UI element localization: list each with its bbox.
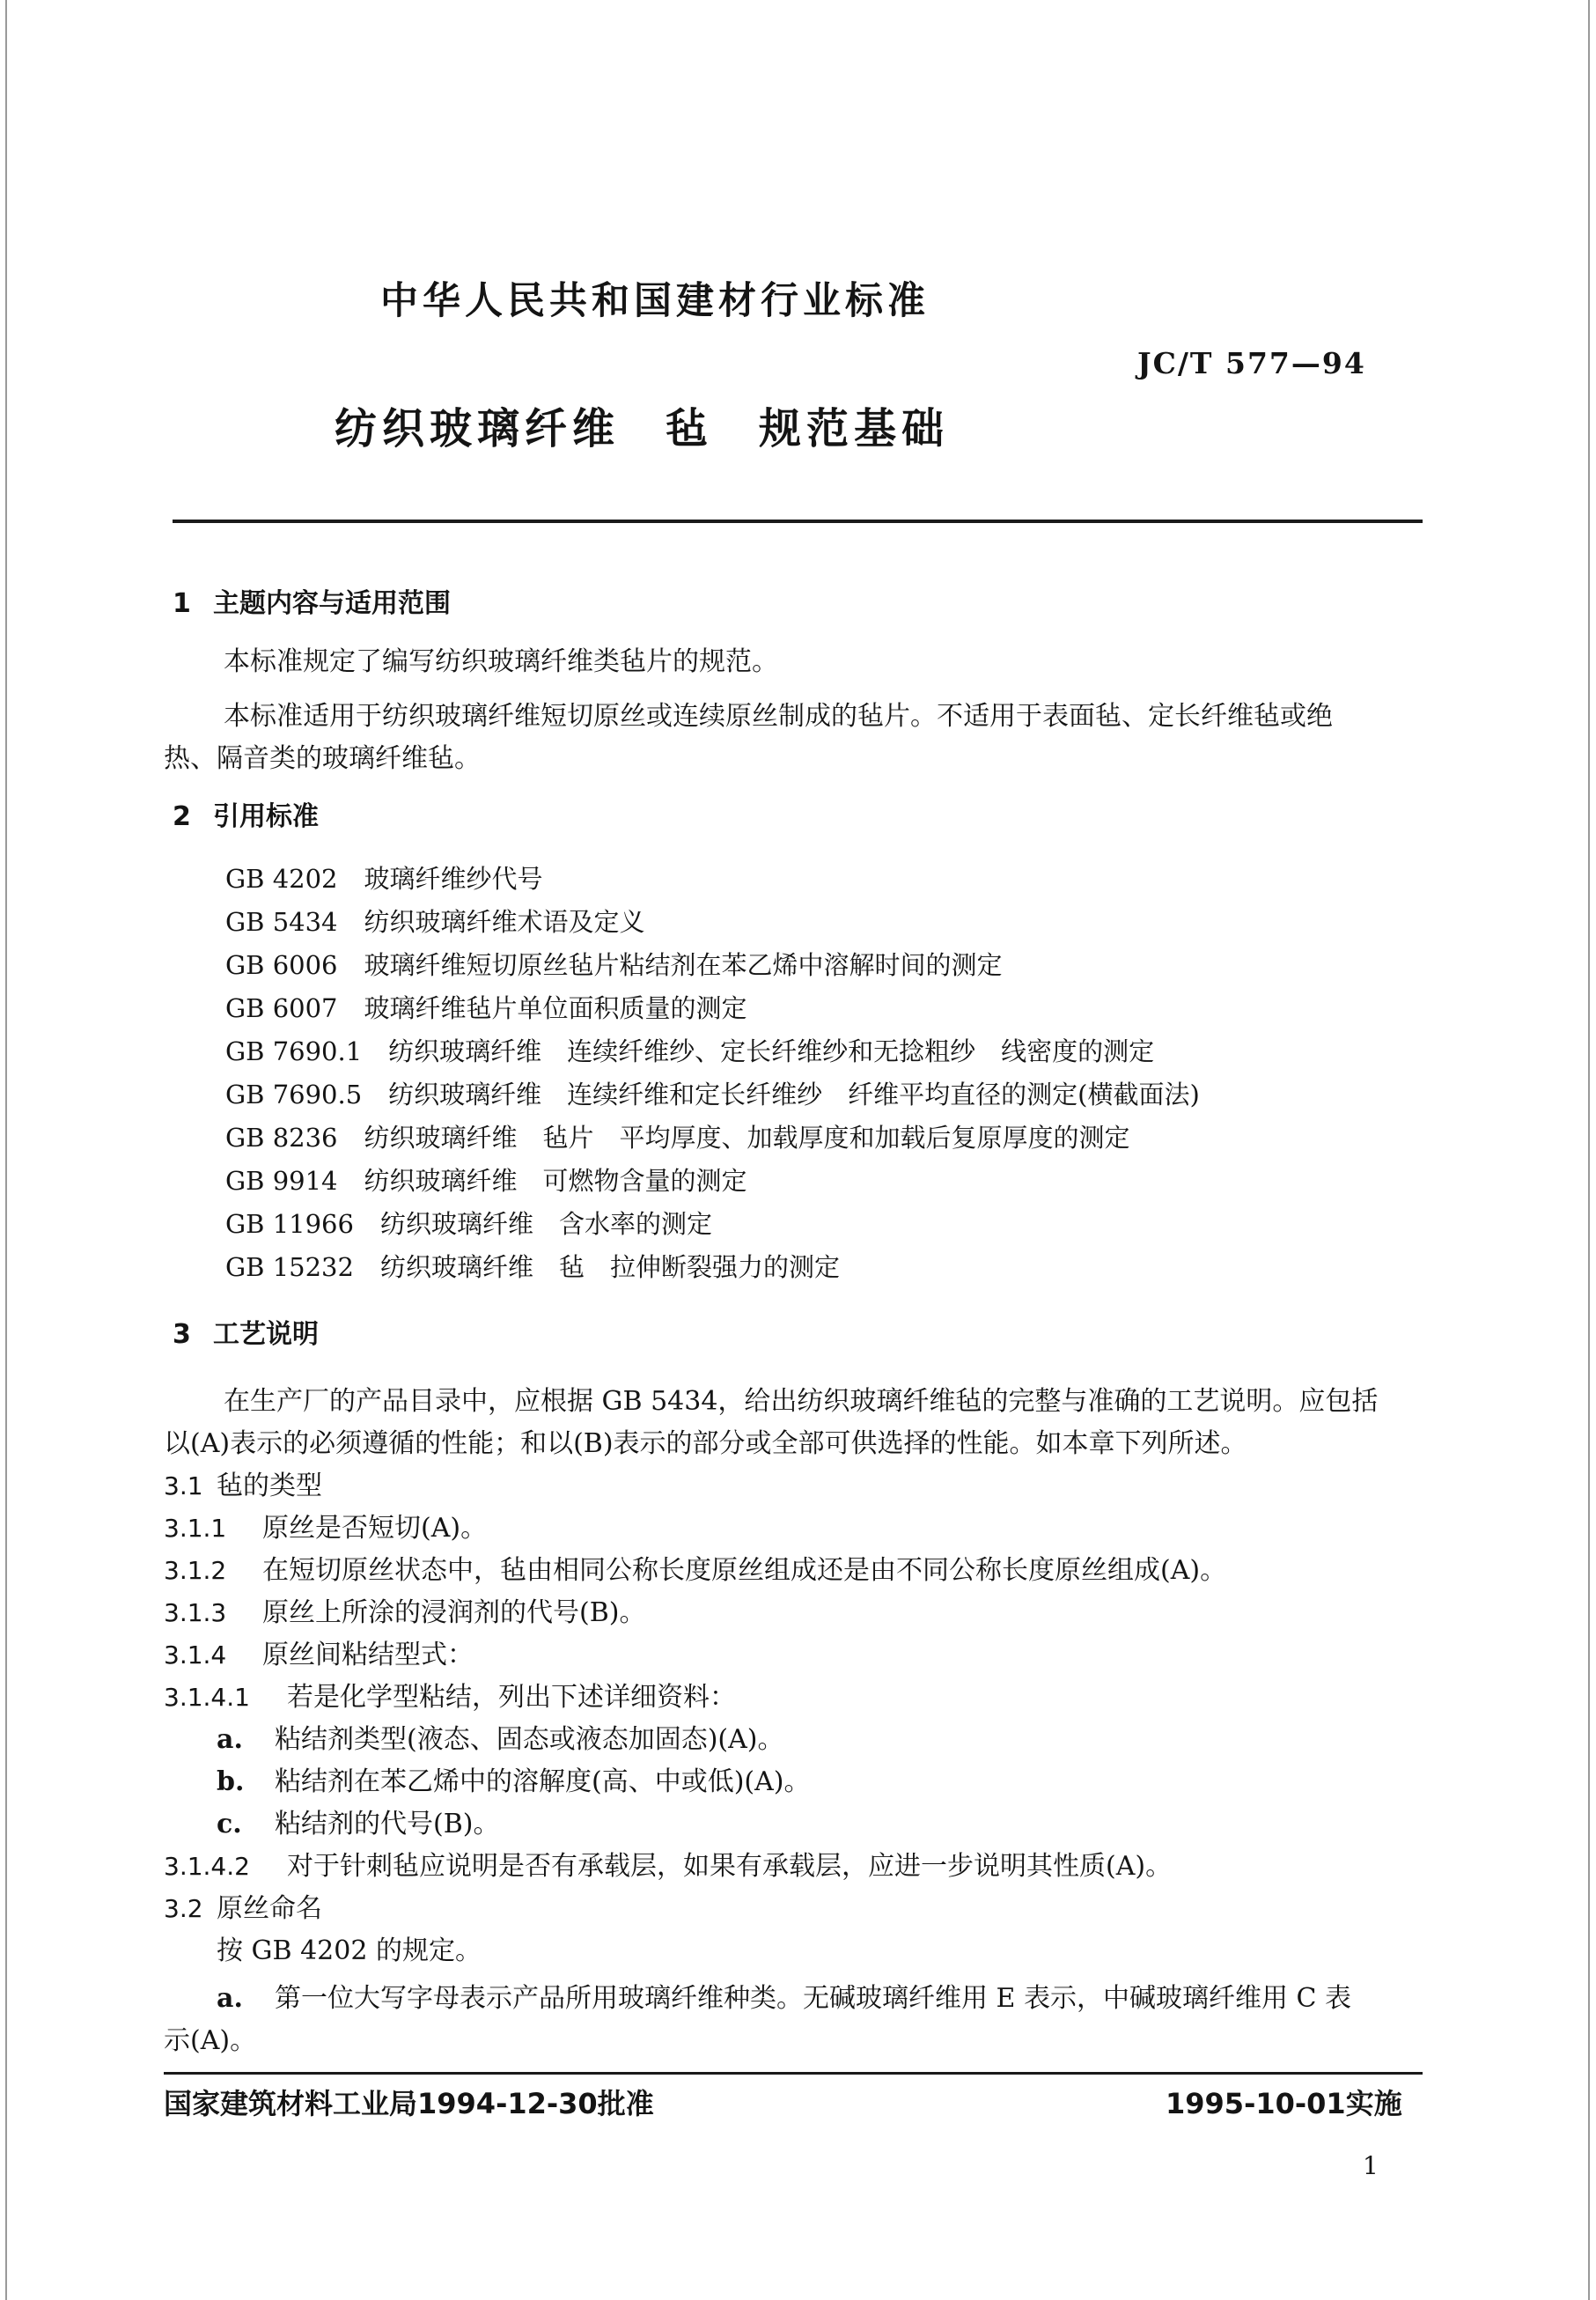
list-item	[217, 1759, 810, 1798]
clause-3-1-2	[164, 1548, 1226, 1587]
issuing-authority-title: 中华人民共和国建材行业标准	[380, 279, 930, 323]
clause-number: 3.1.4	[164, 1640, 227, 1670]
clause-number: 3.1.2	[164, 1556, 227, 1585]
section-number: 2	[173, 801, 191, 832]
reference-title: 玻璃纤维毡片单位面积质量的测定	[364, 993, 747, 1023]
clause-3-1-4	[164, 1633, 474, 1671]
reference-item	[225, 989, 747, 1025]
list-text: 第一位大写字母表示产品所用玻璃纤维种类。无碱玻璃纤维用 E 表示，中碱玻璃纤维用 C 表	[275, 1983, 1351, 2014]
list-marker: b.	[217, 1766, 245, 1797]
section-2-heading	[173, 794, 319, 833]
reference-code: GB 6007	[225, 993, 338, 1023]
reference-code: GB 7690.5	[225, 1080, 363, 1109]
reference-code: GB 11966	[225, 1209, 354, 1239]
clause-3-1-4-2	[164, 1844, 1172, 1883]
reference-item	[225, 1248, 840, 1284]
reference-title: 纺织玻璃纤维 毡片 平均厚度、加载厚度和加载后复原厚度的测定	[364, 1123, 1130, 1153]
standard-code: JC/T 577—94	[1137, 346, 1366, 380]
section-number: 3	[173, 1319, 191, 1350]
reference-item	[225, 1118, 1130, 1154]
clause-text: 若是化学型粘结，列出下述详细资料：	[287, 1682, 736, 1713]
reference-title: 玻璃纤维纱代号	[364, 864, 543, 894]
reference-code: GB 4202	[225, 864, 338, 894]
list-item	[217, 1717, 783, 1756]
implementation-date: 1995-10-01实施	[1166, 2087, 1402, 2120]
reference-code: GB 9914	[225, 1166, 338, 1196]
clause-number: 3.1.4.2	[164, 1852, 250, 1881]
section-3-heading	[173, 1312, 319, 1351]
reference-title: 玻璃纤维短切原丝毡片粘结剂在苯乙烯中溶解时间的测定	[364, 950, 1003, 980]
reference-title: 纺织玻璃纤维 连续纤维和定长纤维纱 纤维平均直径的测定(横截面法)	[388, 1080, 1200, 1109]
reference-code: GB 5434	[225, 907, 338, 937]
reference-item	[225, 903, 645, 939]
list-marker: c.	[217, 1809, 242, 1839]
paragraph-continuation: 示(A)。	[164, 2025, 257, 2056]
paragraph: 本标准适用于纺织玻璃纤维短切原丝或连续原丝制成的毡片。不适用于表面毡、定长纤维毡或绝	[224, 701, 1333, 732]
reference-item	[225, 1205, 712, 1241]
section-1-heading	[173, 581, 451, 620]
reference-code: GB 6006	[225, 950, 338, 980]
scan-edge-left	[5, 0, 7, 2300]
list-marker: a.	[217, 1983, 243, 2014]
clause-3-1	[164, 1463, 322, 1502]
section-title: 引用标准	[213, 801, 319, 832]
section-title: 工艺说明	[213, 1319, 319, 1350]
reference-title: 纺织玻璃纤维 含水率的测定	[379, 1209, 712, 1239]
clause-number: 3.2	[164, 1894, 203, 1923]
clause-text: 原丝是否短切(A)。	[262, 1513, 488, 1544]
clause-3-1-4-1	[164, 1675, 736, 1714]
paragraph: 本标准规定了编写纺织玻璃纤维类毡片的规范。	[224, 646, 778, 677]
clause-number: 3.1.4.1	[164, 1683, 250, 1712]
paragraph-continuation: 以(A)表示的必须遵循的性能；和以(B)表示的部分或全部可供选择的性能。如本章下列所述。	[164, 1428, 1247, 1459]
section-number: 1	[173, 588, 191, 619]
title-part-1: 纺织玻璃纤维	[335, 404, 621, 453]
reference-code: GB 15232	[225, 1252, 354, 1282]
approval-line: 国家建筑材料工业局1994-12-30批准	[164, 2087, 654, 2120]
clause-number: 3.1.3	[164, 1598, 227, 1627]
reference-item	[225, 1161, 747, 1198]
reference-item	[225, 859, 543, 896]
list-marker: a.	[217, 1724, 243, 1755]
clause-text: 毡的类型	[217, 1471, 322, 1501]
reference-title: 纺织玻璃纤维 毡 拉伸断裂强力的测定	[379, 1252, 840, 1282]
clause-3-1-1	[164, 1506, 487, 1544]
title-divider	[173, 520, 1423, 523]
clause-text: 在短切原丝状态中，毡由相同公称长度原丝组成还是由不同公称长度原丝组成(A)。	[262, 1555, 1227, 1586]
clause-number: 3.1	[164, 1471, 203, 1500]
list-text: 粘结剂在苯乙烯中的溶解度(高、中或低)(A)。	[275, 1766, 811, 1797]
paragraph-continuation: 热、隔音类的玻璃纤维毡。	[164, 743, 481, 774]
list-text: 粘结剂的代号(B)。	[275, 1809, 500, 1839]
scan-edge-right	[1588, 0, 1590, 2300]
reference-title: 纺织玻璃纤维术语及定义	[364, 907, 645, 937]
list-item	[217, 1802, 499, 1840]
document-title	[335, 394, 949, 455]
reference-item	[225, 946, 1003, 982]
clause-text: 原丝上所涂的浸润剂的代号(B)。	[262, 1597, 646, 1628]
clause-text: 原丝命名	[217, 1893, 322, 1924]
section-title: 主题内容与适用范围	[213, 588, 451, 619]
title-part-3: 规范基础	[759, 404, 950, 453]
footer-divider	[164, 2072, 1423, 2075]
paragraph: 在生产厂的产品目录中，应根据 GB 5434，给出纺织玻璃纤维毡的完整与准确的工艺说明。应包括	[224, 1386, 1379, 1417]
clause-number: 3.1.1	[164, 1514, 227, 1543]
clause-text: 对于针刺毡应说明是否有承载层，如果有承载层，应进一步说明其性质(A)。	[287, 1851, 1173, 1882]
reference-item	[225, 1075, 1200, 1111]
list-item	[217, 1976, 1351, 2015]
paragraph: 按 GB 4202 的规定。	[217, 1935, 482, 1966]
list-text: 粘结剂类型(液态、固态或液态加固态)(A)。	[275, 1724, 784, 1755]
clause-3-1-3	[164, 1590, 645, 1629]
clause-text: 原丝间粘结型式：	[262, 1640, 474, 1670]
reference-item	[225, 1032, 1154, 1068]
reference-title: 纺织玻璃纤维 连续纤维纱、定长纤维纱和无捻粗纱 线密度的测定	[388, 1036, 1155, 1066]
reference-code: GB 8236	[225, 1123, 338, 1153]
reference-code: GB 7690.1	[225, 1036, 363, 1066]
reference-title: 纺织玻璃纤维 可燃物含量的测定	[364, 1166, 747, 1196]
page-number: 1	[1363, 2151, 1379, 2180]
clause-3-2	[164, 1886, 322, 1925]
title-part-2: 毡	[666, 404, 714, 453]
